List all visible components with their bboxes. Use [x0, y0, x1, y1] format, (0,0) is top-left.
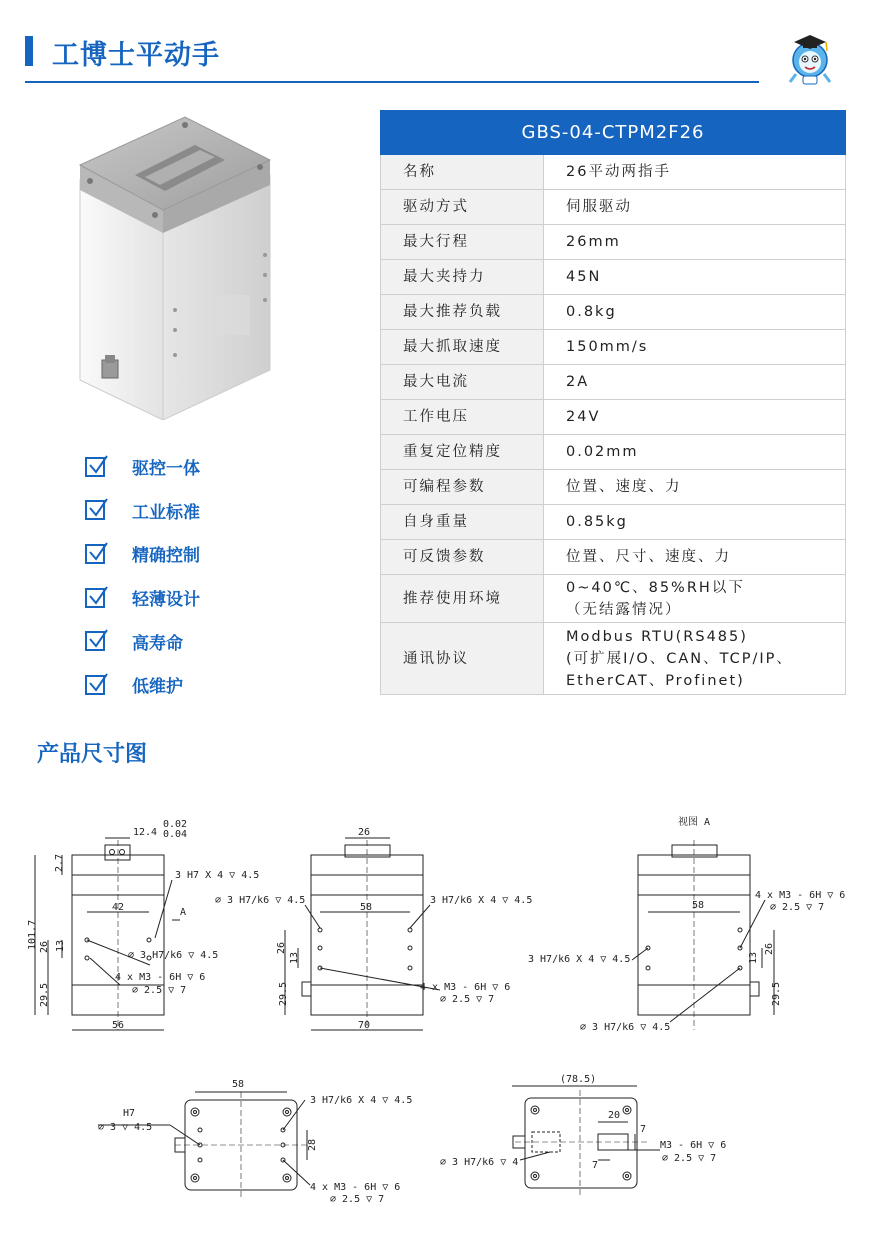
- table-row: [381, 155, 846, 190]
- spec-key: 可反馈参数: [381, 540, 544, 575]
- product-photo: [75, 115, 285, 420]
- spec-value: [544, 623, 846, 695]
- dim-note: ⌀ 2.5 ▽ 7: [440, 994, 495, 1005]
- dim-label: 29.5: [278, 981, 289, 1006]
- spec-value: 位置、尺寸、速度、力: [544, 540, 846, 575]
- table-row: [381, 400, 846, 435]
- spec-key: 名称: [381, 155, 544, 190]
- dim-note: 3 H7/k6 X 4 ▽ 4.5: [528, 954, 631, 965]
- dim-note: ⌀ 3 ▽ 4.5: [98, 1122, 153, 1133]
- feature-label: 工业标准: [132, 502, 200, 523]
- spec-value: 0.02mm: [544, 435, 846, 470]
- table-row: [381, 330, 846, 365]
- table-row: [381, 575, 846, 623]
- spec-key: 可编程参数: [381, 470, 544, 505]
- spec-value: 2A: [544, 365, 846, 400]
- checkbox-icon: [85, 675, 105, 695]
- feature-item: [85, 576, 200, 620]
- checkbox-icon: [85, 588, 105, 608]
- dim-label: 28: [307, 1138, 318, 1151]
- dim-label: 26: [358, 827, 371, 838]
- dim-label: 101.7: [27, 919, 38, 950]
- table-row: [381, 295, 846, 330]
- spec-key: 自身重量: [381, 505, 544, 540]
- dim-tolerance-upper: 0.02: [163, 819, 188, 830]
- section-title-dimensions: 产品尺寸图: [37, 742, 148, 767]
- table-row: [381, 190, 846, 225]
- view-arrow-label: A: [180, 907, 187, 918]
- dim-note: ⌀ 3 H7/k6 ▽ 4.5: [128, 950, 219, 961]
- dim-label: 26: [764, 942, 775, 955]
- dim-label: 58: [232, 1079, 245, 1090]
- spec-key: 最大夹持力: [381, 260, 544, 295]
- dim-note: 4 x M3 - 6H ▽ 6: [755, 890, 846, 901]
- mascot-logo-icon: [784, 30, 836, 86]
- feature-label: 轻薄设计: [132, 590, 200, 611]
- feature-item: [85, 663, 200, 707]
- dim-note: 3 H7/k6 X 4 ▽ 4.5: [430, 895, 533, 906]
- dim-label: 13: [55, 939, 66, 952]
- dim-label: 70: [358, 1020, 371, 1031]
- spec-value: 位置、速度、力: [544, 470, 846, 505]
- table-row: [381, 225, 846, 260]
- drawing-side-view: [215, 827, 532, 1031]
- checkbox-icon: [85, 457, 105, 477]
- feature-item: [85, 445, 200, 489]
- dim-label: 13: [748, 951, 759, 964]
- spec-value-line: (可扩展I/O、CAN、TCP/IP、: [566, 650, 793, 667]
- table-row: [381, 365, 846, 400]
- feature-list: [85, 445, 200, 707]
- drawing-view-a: [528, 816, 845, 1033]
- feature-label: 驱控一体: [132, 459, 200, 480]
- header-underline: [25, 81, 759, 83]
- table-row: [381, 505, 846, 540]
- drawing-top-view: [98, 1079, 412, 1205]
- feature-label: 高寿命: [132, 633, 183, 654]
- dim-note: M3 - 6H ▽ 6: [660, 1140, 727, 1151]
- spec-key: 驱动方式: [381, 190, 544, 225]
- dim-note: ⌀ 3 H7/k6 ▽ 4: [440, 1157, 519, 1168]
- dim-label: 58: [692, 900, 705, 911]
- spec-value: 150mm/s: [544, 330, 846, 365]
- view-label: 视图 A: [678, 817, 711, 828]
- checkbox-icon: [85, 544, 105, 564]
- page-title: 工博士平动手: [52, 40, 220, 71]
- spec-table: [380, 110, 846, 695]
- dim-label: 56: [112, 1020, 125, 1031]
- table-row: [381, 260, 846, 295]
- dim-label: 29.5: [39, 982, 50, 1007]
- dim-note: ⌀ 2.5 ▽ 7: [770, 902, 825, 913]
- spec-value-line: （无结露情况）: [566, 601, 682, 618]
- dim-tolerance-lower: 0.04: [163, 829, 188, 840]
- checkbox-icon: [85, 500, 105, 520]
- dim-label: H7: [123, 1108, 136, 1119]
- spec-key: 推荐使用环境: [381, 575, 544, 623]
- dim-label: 7: [592, 1160, 599, 1171]
- feature-item: [85, 619, 200, 663]
- drawing-bottom-view: [440, 1074, 726, 1198]
- feature-item: [85, 532, 200, 576]
- spec-value: 26平动两指手: [544, 155, 846, 190]
- spec-key: 最大电流: [381, 365, 544, 400]
- dim-label: 12.4: [133, 827, 158, 838]
- spec-value: 26mm: [544, 225, 846, 260]
- dim-note: ⌀ 2.5 ▽ 7: [132, 985, 187, 996]
- dim-note: ⌀ 3 H7/k6 ▽ 4.5: [580, 1022, 671, 1033]
- spec-value: 0.85kg: [544, 505, 846, 540]
- table-row: [381, 540, 846, 575]
- dim-note: ⌀ 2.5 ▽ 7: [662, 1153, 717, 1164]
- spec-model-header: GBS-04-CTPM2F26: [381, 111, 846, 155]
- feature-label: 精确控制: [132, 546, 200, 567]
- table-row: [381, 470, 846, 505]
- dim-note: ⌀ 3 H7/k6 ▽ 4.5: [215, 895, 306, 906]
- spec-value-line: EtherCAT、Profinet): [566, 672, 745, 689]
- dim-note: ⌀ 2.5 ▽ 7: [330, 1194, 385, 1205]
- spec-value: 伺服驱动: [544, 190, 846, 225]
- dim-label: 26: [276, 941, 287, 954]
- dim-note: 4 x M3 - 6H ▽ 6: [310, 1182, 401, 1193]
- dim-label: 20: [608, 1110, 621, 1121]
- dim-label: 13: [289, 951, 300, 964]
- dim-note: 4 x M3 - 6H ▽ 6: [115, 972, 206, 983]
- dimension-drawings: [20, 800, 860, 1220]
- dim-label: 26: [39, 940, 50, 953]
- spec-key: 最大推荐负载: [381, 295, 544, 330]
- dim-note: 3 H7 X 4 ▽ 4.5: [175, 870, 260, 881]
- header-accent-bar: [25, 36, 33, 66]
- spec-value-line: 0~40℃、85%RH以下: [566, 579, 745, 596]
- spec-value: 0.8kg: [544, 295, 846, 330]
- spec-key: 最大行程: [381, 225, 544, 260]
- drawing-front-view: [27, 819, 259, 1031]
- dim-label: 58: [360, 902, 373, 913]
- checkbox-icon: [85, 631, 105, 651]
- spec-key: 工作电压: [381, 400, 544, 435]
- feature-item: [85, 489, 200, 533]
- table-row: [381, 435, 846, 470]
- dim-label: 7: [640, 1124, 647, 1135]
- dim-label: 2.7: [54, 853, 65, 872]
- table-row: [381, 623, 846, 695]
- spec-value: [544, 575, 846, 623]
- spec-value-line: Modbus RTU(RS485): [566, 628, 748, 645]
- dim-note: 4 x M3 - 6H ▽ 6: [420, 982, 511, 993]
- spec-key: 重复定位精度: [381, 435, 544, 470]
- spec-key: 最大抓取速度: [381, 330, 544, 365]
- spec-key: 通讯协议: [381, 623, 544, 695]
- dim-label: 42: [112, 902, 125, 913]
- dim-note: 3 H7/k6 X 4 ▽ 4.5: [310, 1095, 413, 1106]
- dim-label: (78.5): [560, 1074, 597, 1085]
- spec-value: 45N: [544, 260, 846, 295]
- spec-value: 24V: [544, 400, 846, 435]
- feature-label: 低维护: [132, 677, 183, 698]
- dim-label: 29.5: [771, 981, 782, 1006]
